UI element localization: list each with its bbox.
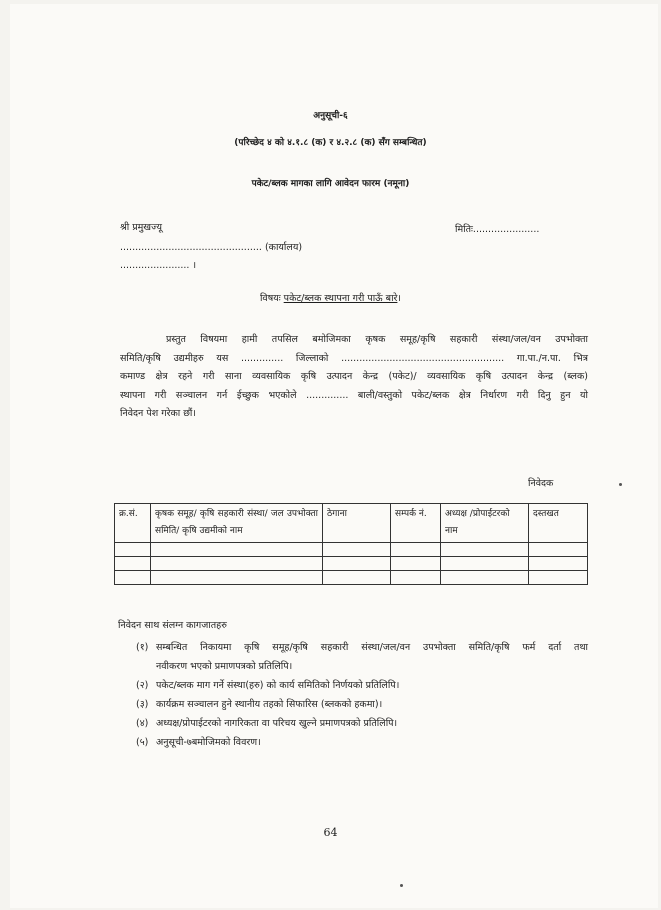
item-text: अध्यक्ष/प्रोपाईटरको नागरिकता वा परिचय खुल्ने प्रमाणपत्रको प्रतिलिपि। bbox=[156, 718, 398, 729]
item-line: नवीकरण भएको प्रमाणपत्रको प्रतिलिपि। bbox=[156, 661, 293, 672]
attachments-title: निवेदन साथ संलग्न कागजातहरु bbox=[118, 620, 227, 631]
applicant-table bbox=[114, 503, 588, 585]
location-line: ....................... । bbox=[120, 260, 197, 271]
table-cell[interactable] bbox=[391, 543, 441, 557]
item-number: (४) bbox=[136, 718, 149, 729]
table-cell[interactable] bbox=[529, 571, 588, 585]
list-item bbox=[136, 695, 588, 714]
list-item bbox=[136, 676, 588, 695]
scan-speck bbox=[400, 884, 403, 887]
subject-line bbox=[0, 291, 661, 304]
table-cell[interactable] bbox=[391, 571, 441, 585]
table-cell[interactable] bbox=[151, 543, 323, 557]
subject-label: विषयः bbox=[259, 293, 281, 304]
table-cell[interactable] bbox=[441, 543, 529, 557]
col-address: ठेगाना bbox=[323, 504, 391, 543]
table-cell[interactable] bbox=[441, 571, 529, 585]
item-number: (२) bbox=[136, 680, 149, 691]
attachments-section bbox=[118, 618, 588, 752]
list-item bbox=[136, 714, 588, 733]
date-field: मितिः...................... bbox=[455, 224, 540, 235]
table-cell[interactable] bbox=[151, 571, 323, 585]
table-cell[interactable] bbox=[323, 571, 391, 585]
col-signature: दस्तखत bbox=[529, 504, 588, 543]
body-line: प्रस्तुत विषयमा हामी तपसिल बमोजिमका कृषक समूह/कृषि सहकारी संस्था/जल/वन उपभोक्ता bbox=[166, 334, 588, 345]
table-cell[interactable] bbox=[391, 557, 441, 571]
body-line: स्थापना गरी सञ्चालन गर्न ईच्छुक भएकोले .............. बाली/वस्तुको पकेट/ब्लक क्षेत्र निर्धारण गरी दिनु हुन यो bbox=[120, 389, 588, 401]
table-header-row bbox=[115, 504, 588, 543]
table-cell[interactable] bbox=[323, 543, 391, 557]
body-line: निवेदन पेश गरेका छौं। bbox=[120, 408, 196, 419]
form-title: पकेट/ब्लक मागका लागि आवेदन फारम (नमूना) bbox=[251, 179, 410, 189]
item-text: कार्यक्रम सञ्चालन हुने स्थानीय तहको सिफारिस (ब्लकको हकमा)। bbox=[156, 699, 383, 710]
item-text: पकेट/ब्लक माग गर्ने संस्था(हरु) को कार्य समितिको निर्णयको प्रतिलिपि। bbox=[156, 680, 400, 691]
table-cell[interactable] bbox=[529, 543, 588, 557]
table-cell[interactable] bbox=[529, 557, 588, 571]
col-chairperson: अध्यक्ष /प्रोपाईटरको नाम bbox=[441, 504, 529, 543]
item-number: (५) bbox=[136, 737, 149, 748]
table-cell[interactable] bbox=[323, 557, 391, 571]
item-text: अनुसूची-७बमोजिमको विवरण। bbox=[156, 737, 261, 748]
recipient: श्री प्रमुखज्यू bbox=[120, 222, 163, 233]
scan-speck bbox=[619, 483, 622, 486]
item-number: (३) bbox=[136, 699, 149, 710]
subject-end: । bbox=[397, 293, 402, 304]
office-line: ............................................... (कार्यालय) bbox=[120, 242, 303, 253]
item-text bbox=[156, 638, 588, 676]
body-line: कमाण्ड क्षेत्र रहने गरी साना व्यवसायिक कृषि उत्पादन केन्द्र (पकेट)/ व्यवसायिक कृषि उत्पादन केन्द्र (ब्लक) bbox=[120, 371, 588, 382]
body-paragraph bbox=[120, 331, 588, 424]
table-cell[interactable] bbox=[151, 557, 323, 571]
table-cell[interactable] bbox=[115, 543, 151, 557]
subject-text: पकेट/ब्लक स्थापना गरी पाऊँ बारे bbox=[283, 293, 398, 304]
table-row bbox=[115, 543, 588, 557]
reference-heading: (परिच्छेद ४ को ४.१.८ (क) र ४.२.८ (क) सँग सम्बन्धित) bbox=[234, 138, 427, 148]
col-serial: क्र.सं. bbox=[115, 504, 151, 543]
table-row bbox=[115, 557, 588, 571]
page-number: 64 bbox=[323, 826, 338, 839]
body-line: समिति/कृषि उद्यमीहरु यस .............. जिल्लाको ...................................................... गा.पा./न.पा. भित्र bbox=[120, 352, 588, 364]
table-cell[interactable] bbox=[115, 571, 151, 585]
col-contact: सम्पर्क नं. bbox=[391, 504, 441, 543]
table-cell[interactable] bbox=[115, 557, 151, 571]
attachments-list bbox=[118, 638, 588, 752]
item-number: (१) bbox=[136, 642, 149, 653]
applicant-label: निवेदक bbox=[528, 478, 554, 489]
item-line: सम्बन्धित निकायमा कृषि समूह/कृषि सहकारी संस्था/जल/वन उपभोक्ता समिति/कृषि फर्म दर्ता तथा bbox=[156, 642, 588, 653]
list-item bbox=[136, 638, 588, 676]
list-item bbox=[136, 733, 588, 752]
col-organization-name: कृषक समूह/ कृषि सहकारी संस्था/ जल उपभोक्ता समिति/ कृषि उद्यमीको नाम bbox=[151, 504, 323, 543]
table-cell[interactable] bbox=[441, 557, 529, 571]
schedule-heading: अनुसूची-६ bbox=[313, 111, 348, 121]
table-row bbox=[115, 571, 588, 585]
